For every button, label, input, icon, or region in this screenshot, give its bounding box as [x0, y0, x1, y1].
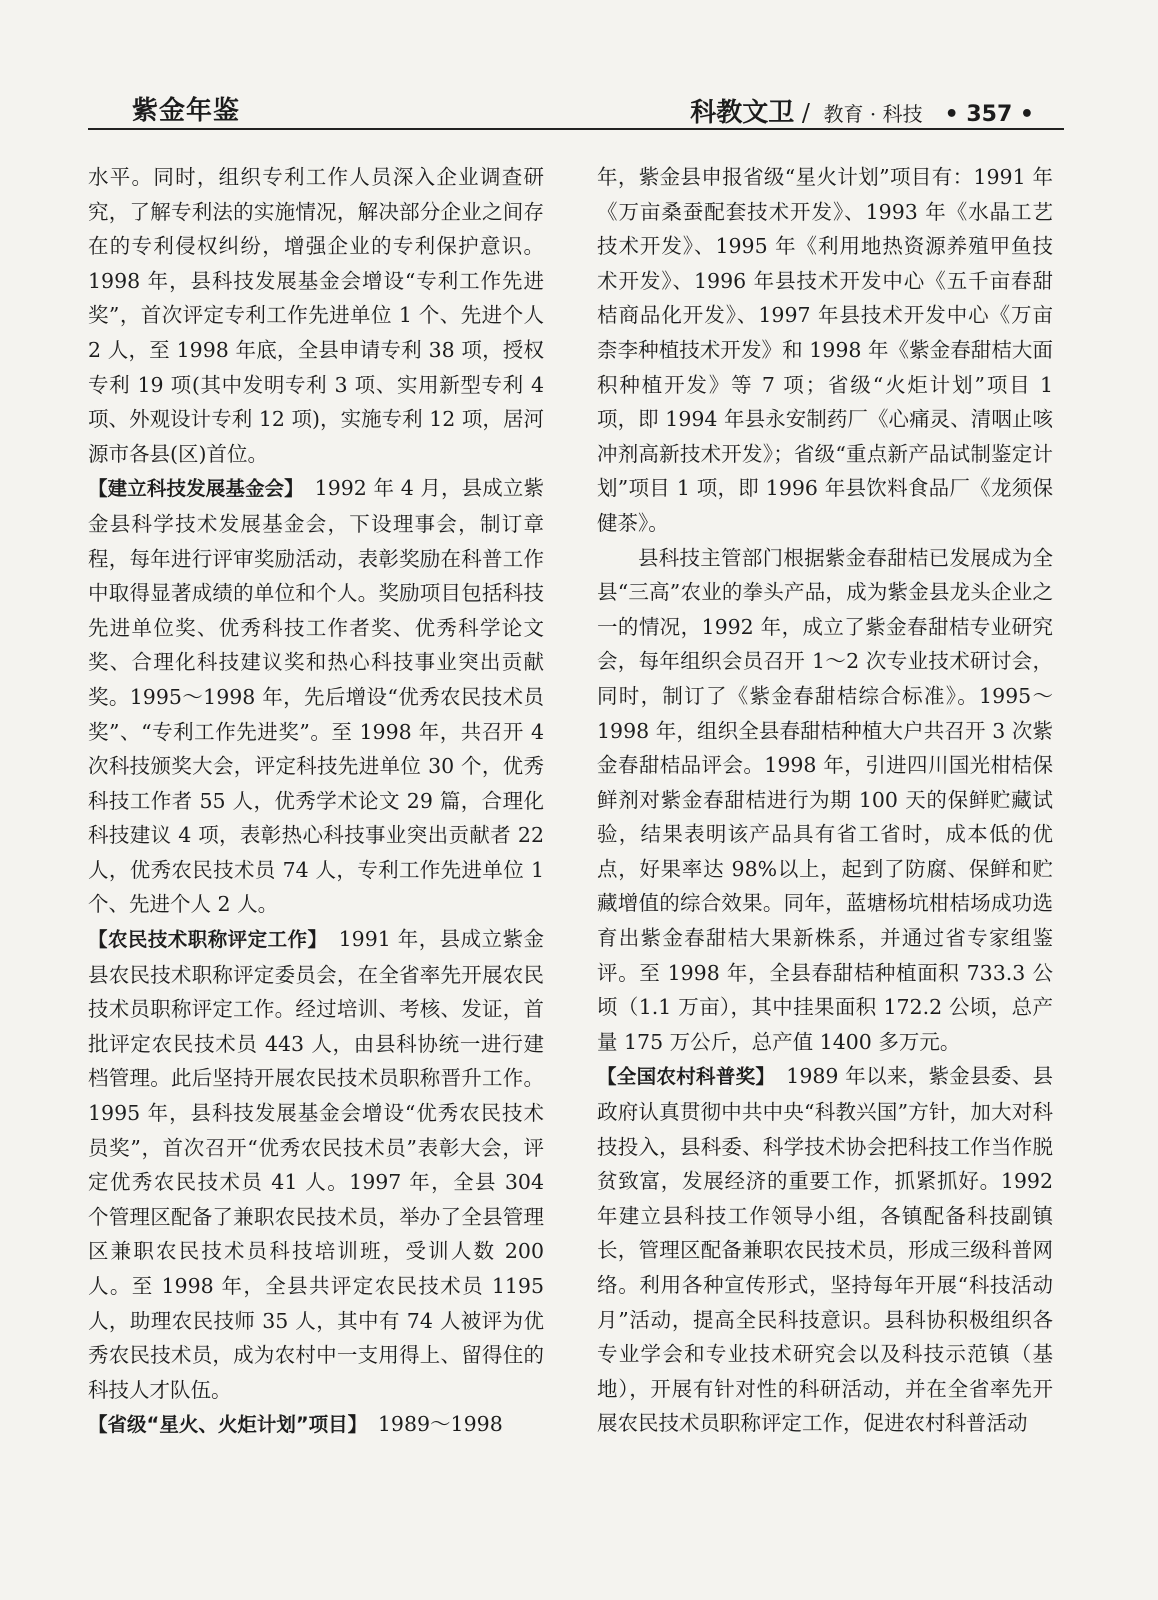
paragraph: 年，紫金县申报省级“星火计划”项目有：1991 年《万亩桑蚕配套技术开发》、1993 年《水晶工艺技术开发》、1995 年《利用地热资源养殖甲鱼技术开发》、1996 年县技术开发中心《五千亩春甜桔商品化开发》、1997 年县技术开发中心《万亩柰李种植技术开发》和 1998 年《紫金春甜桔大面积种植开发》等 7 项；省级“火炬计划”项目 1 项，即 1994 年县永安制药厂《心痛灵、清咽止咳冲剂高新技术开发》；省级“重点新产品试制鉴定计划”项目 1 项，即 1996 年县饮料食品厂《龙须保健茶》。 [597, 165, 1053, 535]
paragraph-text: 1989 年以来，紫金县委、县政府认真贯彻中共中央“科教兴国”方针，加大对科技投入，县科委、科学技术协会把科技工作当作脱贫致富，发展经济的重要工作，抓紧抓好。1992 年建立县科技工作领导小组，各镇配备科技副镇长，管理区配备兼职农民技术员，形成三级科普网络。利用各种宣传形式，坚持每年开展“科技活动月”活动，提高全民科技意识。县科协积极组织各专业学会和专业技术研究会以及科技示范镇（基地），开展有针对性的科研活动，并在全省率先开展农民技术员职称评定工作，促进农村科普活动 [597, 1064, 1053, 1436]
paragraph [597, 1059, 1053, 1441]
page-number: • 357 • [944, 102, 1034, 127]
left-column [88, 160, 544, 1580]
section-heading: 【农民技术职称评定工作】 [88, 928, 318, 952]
section-heading: 【建立科技发展基金会】 [88, 477, 295, 501]
section-heading: 【省级“星火、火炬计划”项目】 [88, 1413, 358, 1437]
paragraph-text: 1992 年 4 月，县成立紫金县科学技术发展基金会，下设理事会，制订章程，每年进行评审奖励活动，表彰奖励在科普工作中取得显著成绩的单位和个人。奖励项目包括科技先进单位奖、优秀科技工作者奖、优秀科学论文奖、合理化科技建议奖和热心科技事业突出贡献奖。1995～1998 年，先后增设“优秀农民技术员奖”、“专利工作先进奖”。至 1998 年，共召开 4 次科技颁奖大会，评定科技先进单位 30 个，优秀科技工作者 55 人，优秀学术论文 29 篇，合理化科技建议 4 项，表彰热心科技事业突出贡献者 22 人，优秀农民技术员 74 人，专利工作先进单位 1 个、先进个人 2 人。 [88, 476, 544, 917]
book-title: 紫金年鉴 [132, 96, 241, 126]
paragraph [88, 922, 544, 1407]
subsection-title: 教育 · 科技 [823, 102, 923, 126]
paragraph: 县科技主管部门根据紫金春甜桔已发展成为全县“三高”农业的拳头产品，成为紫金县龙头企业之一的情况，1992 年，成立了紫金春甜桔专业研究会，每年组织会员召开 1～2 次专业技术研讨会，同时，制订了《紫金春甜桔综合标准》。1995～1998 年，组织全县春甜桔种植大户共召开 3 次紫金春甜桔品评会。1998 年，引进四川国光柑桔保鲜剂对紫金春甜桔进行为期 100 天的保鲜贮藏试验，结果表明该产品具有省工省时，成本低的优点，好果率达 98%以上，起到了防腐、保鲜和贮藏增值的综合效果。同年，蓝塘杨坑柑桔场成功选育出紫金春甜桔大果新株系，并通过省专家组鉴评。至 1998 年，全县春甜桔种植面积 733.3 公顷（1.1 万亩），其中挂果面积 172.2 公顷，总产量 175 万公斤，总产值 1400 多万元。 [597, 545, 1053, 1054]
paragraph [88, 1407, 544, 1443]
right-column [597, 160, 1053, 1580]
header-right [690, 92, 1034, 129]
paragraph [88, 471, 544, 922]
section-title: 科教文卫 [690, 98, 795, 128]
paragraph-text: 1991 年，县成立紫金县农民技术职称评定委员会，在全省率先开展农民技术员职称评定工作。经过培训、考核、发证，首批评定农民技术员 443 人，由县科协统一进行建档管理。此后坚持开展农民技术员职称晋升工作。1995 年，县科技发展基金会增设“优秀农民技术员奖”，首次召开“优秀农民技术员”表彰大会，评定优秀农民技术员 41 人。1997 年，全县 304 个管理区配备了兼职农民技术员，举办了全县管理区兼职农民技术员科技培训班，受训人数 200 人。至 1998 年，全县共评定农民技术员 1195 人，助理农民技师 35 人，其中有 74 人被评为优秀农民技术员，成为农村中一支用得上、留得住的科技人才队伍。 [88, 927, 544, 1402]
section-heading: 【全国农村科普奖】 [597, 1065, 766, 1089]
header-separator: / [794, 99, 818, 127]
paragraph-text: 1989～1998 [357, 1412, 503, 1437]
paragraph: 水平。同时，组织专利工作人员深入企业调查研究，了解专利法的实施情况，解决部分企业之间存在的专利侵权纠纷，增强企业的专利保护意识。1998 年，县科技发展基金会增设“专利工作先进奖”，首次评定专利工作先进单位 1 个、先进个人 2 人，至 1998 年底，全县申请专利 38 项，授权专利 19 项(其中发明专利 3 项、实用新型专利 4 项、外观设计专利 12 项)，实施专利 12 项，居河源市各县(区)首位。 [88, 165, 544, 466]
page-header [88, 88, 1064, 130]
